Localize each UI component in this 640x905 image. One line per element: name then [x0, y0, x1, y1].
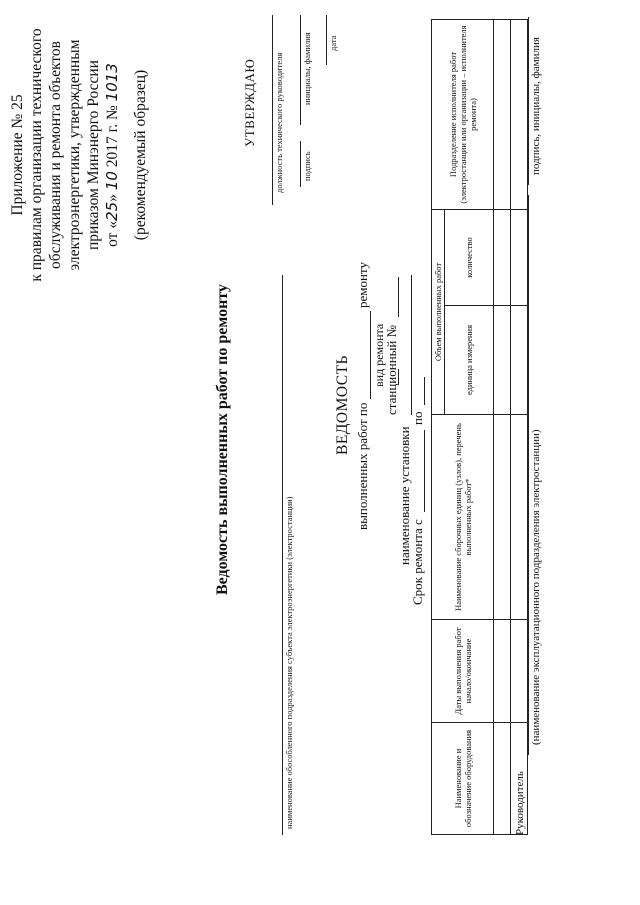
works-prefix: выполненных работ по — [355, 402, 370, 530]
org-name-line — [282, 275, 283, 835]
table-cell — [511, 20, 528, 210]
date-year: 2017 г. № — [104, 105, 121, 168]
appendix-line: электроэнергетики, утвержденным — [66, 39, 83, 271]
table-cell — [511, 306, 528, 415]
date-prefix: от « — [104, 220, 121, 247]
table-cell — [494, 415, 511, 620]
works-type-line — [370, 311, 371, 399]
header-executor: Подразделение исполнителя работ (электростанции или организации – исполнителя ремонта) — [432, 20, 494, 210]
period-to-label: по — [410, 411, 425, 425]
installation-label: наименование установки — [397, 426, 412, 565]
table-cell — [494, 620, 511, 723]
approve-sign-caption: подпись — [302, 151, 312, 181]
station-no-line — [398, 277, 399, 317]
period-from-label: Срок ремонта с — [410, 519, 425, 605]
approve-label: УТВЕРЖДАЮ — [242, 58, 257, 147]
installation-line — [411, 275, 412, 415]
header-dates: Даты выполнения работ начало/окончание — [432, 620, 494, 723]
appendix-date-line — [103, 5, 122, 305]
works-table — [431, 19, 528, 835]
table-cell — [494, 210, 511, 306]
station-no-label: станционный № — [384, 324, 399, 415]
sign-caption: подпись, инициалы, фамилия — [530, 37, 542, 175]
org-caption: наименование обособленного подразделения субъекта электроэнергетики (электростанции) — [284, 496, 294, 829]
approve-position-line — [272, 15, 273, 205]
approve-name-line — [300, 15, 301, 125]
table-cell — [494, 723, 511, 835]
table-cell — [511, 210, 528, 306]
header-volume: Объем выполненных работ — [432, 210, 445, 415]
appendix-number: Приложение № 25 — [9, 94, 26, 216]
date-month: 10 — [103, 171, 121, 191]
approve-date-caption: дата — [328, 35, 338, 51]
works-suffix: ремонту — [355, 262, 370, 308]
approve-position-caption: должность технического руководителя — [274, 52, 284, 193]
approve-name-caption: инициалы, фамилия — [302, 32, 312, 105]
header-unit: единица измерения — [445, 306, 494, 415]
appendix-line: приказом Минэнерго России — [85, 60, 102, 250]
table-cell — [494, 20, 511, 210]
document-title: Ведомость выполненных работ по ремонту — [214, 284, 231, 595]
appendix-line: обслуживания и ремонта объектов — [47, 41, 64, 269]
head-sign-line — [528, 17, 529, 185]
head-caption: (наименование эксплуатационного подразделения электростанции) — [530, 429, 542, 745]
head-label: Руководитель — [514, 771, 526, 835]
header-assembly-units: Наименование сборочных единиц (узлов), перечень выполненных работ* — [432, 415, 494, 620]
table-cell — [511, 620, 528, 723]
table-cell — [511, 415, 528, 620]
approve-sign-line — [300, 141, 301, 187]
order-number: 1013 — [103, 63, 121, 102]
appendix-line: к правилам организации технического — [28, 28, 45, 282]
date-sep: » — [104, 194, 121, 202]
header-equipment: Наименование и обозначение оборудования — [432, 723, 494, 835]
period-to-line — [424, 377, 425, 405]
table-cell — [494, 306, 511, 415]
approve-date-line — [326, 15, 327, 65]
head-line — [528, 195, 529, 755]
repair-type-caption: вид ремонта — [372, 323, 386, 387]
header-quantity: количество — [445, 210, 494, 306]
period-from-line — [424, 430, 425, 512]
statement-heading: ВЕДОМОСТЬ — [334, 355, 351, 455]
date-day: 25 — [103, 201, 121, 221]
recommended-sample: (рекомендуемый образец) — [132, 69, 149, 241]
